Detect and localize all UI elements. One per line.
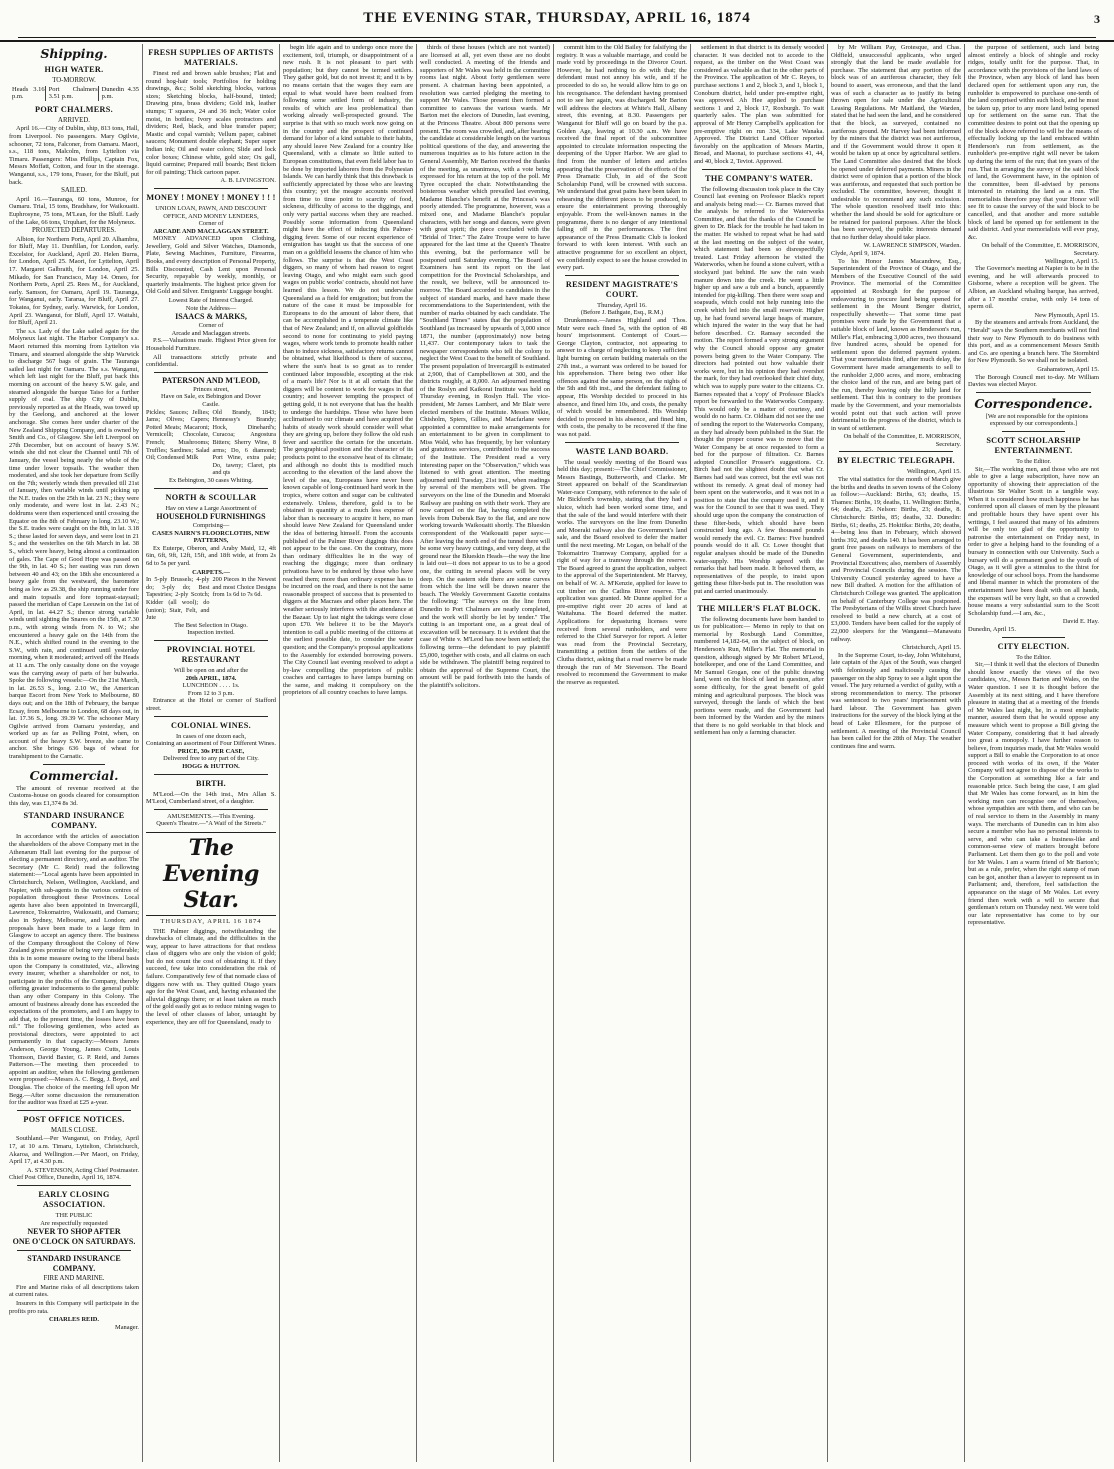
memorial-text: To his Honor James Macandrew, Esq., Superintendent of the Province of Otago, and the Members of the Executive Council of the said Province. The memorial of the Committee appointed at Roxburgh for the purpose of endeavouring to procure land being opened for settlement in the Mount Benger district, respectfully sheweth:— That some time past promises were made by the Government that a suitable block of land, known as Henderson's run, Miller's Flat, embracing 3,000 acres, two thousand five hundred acres, should be opened for settlement upon the deferred payment system. That your memorialists find, after much delay, the Government have made arrangements to sell to the runholder 2,000 acres, and more, embracing the choice land of the run, and are being part of the run, thereby leaving only the hilly land for settlement. That this is contrary to the promises made by the Government, and your memorialists would point out that such action will prove detrimental to the progress of the district, which is in want of settlement. xyxy=(831,257,961,432)
insurers-text: Insurers in this Company will participate in the profits pro rata. xyxy=(9,1299,139,1315)
election-text: Sir,—I think it well that the electors of Dunedin should know exactly the views of the two candidates, viz., Messrs Barton and Wales, on the Water question. I see it is thought before the Assembly at its next sitting, and I have therefore pleasure in stating that at a meeting of the friends of Mr Wales last night, he, in a most emphatic manner, assured them that he would oppose any measure which went to propose a Bill giving the Water Company, considering that it had already too great a monopoly. I have further reason to believe, from inquiries made, that Mr Wales would support a Bill to enable the Corporation to at once proceed with works of its own, if the Water Company will not agree to dispose of the works to the Corporation at something like a fair and reasonable price. Such being the case, I am glad that Mr Wales has come forward, as in him the working men can recognise one of themselves, whose sympathies are with them, and who can be of real service to them in the Assembly in many ways. The merchants of Dunedin can in him also secure a member who has no personal interests to serve, and who can take a business-like and common-sense view of matters brought before Parliament. Let them then go to the poll and vote for Mr Wales. I am a warm friend of Mr Barton's; but as a rule, prefer, when the right stamp of man can be got, another than a lawyer to represent us in Parliament; and, therefore, feel satisfaction the appearance on the stage of Mr Wales. Let every friend then work with a will to secure that gentleman's return on Thursday next. We were told our late representative has come to by our representative. xyxy=(968,661,1099,927)
page-number: 3 xyxy=(1094,12,1100,26)
carpets-label: CARPETS.— xyxy=(192,568,230,576)
corner-of-label: Corner of xyxy=(198,220,224,228)
divider xyxy=(565,442,679,443)
divider xyxy=(43,764,105,765)
luncheon-label: LUNCHEON . . . . 1s. xyxy=(182,682,240,690)
birth-heading: BIRTH. xyxy=(196,778,226,788)
shipping-news: The s.s. Lady of the Lake sailed again for the Molyneux last night. The Harbor Company's s.s. Maori returned this morning from Lyttelton via Timaru, and steamed alongside the ship Warwick to discharge 567 bags of grain. The Tauranga sailed last night for Oamaru. The s.s. Wanganui, which left last night for the Bluff, put back this morning on account of the heavy S.W. gale, and steamed alongside the barque Taiso for a further supply of coal. The ship City of Dublin, previously reported as at the Heads, was towed up by the Geelong, and anchored at the lower anchorage. She comes here under charter of the New Zealand Shipping Company, and is owned by Smith and Co., of Glasgow. She left Liverpool on 27th December, but on account of heavy S.W. winds she did not clear the Channel until 7th of January, the vessel being nearly the whole of the time under lower topsails. The weather then moderated, and she took her departure from Scilly on the 7th; westerly winds then prevailed till 21st of January, then variable winds until picking up the N.E. trades on the 25th in lat. 23 N.; they were only moderate, and were lost in lat. 2.43 N.; doldrums were then experienced until crossing the Equator on the 8th of February in long. 23.10 W.; the S.E. trades were caught on the 8th, in lat. 3.18 S.; these lasted for seven days, and were lost in 21 S.; and the westerlies on the 6th March in lat. 38 S., which were heavy, being almost a continuation of gales. The Cape of Good Hope was passed on the 9th, in lat. 40 S.; her easting was run down between 40 and 43; on the 18th she encountered a heavy gale from the westward, the barometer being as low as 29.38, the ship running under fore and main topsails and fore topmast-staysail; passed the meridian of Cape Leeuwin on the 1st of April, in lat. 44.27 S.; thence strong variable winds until sighting the Snares on the 15th, at 7.30 p.m., with strong winds from N. to W.; she encountered a heavy gale on the 14th from the N.E., which shifted round in the evening to the S.W., with rain, and continued until yesterday morning, when it moderated; arrived off the Heads at 11 a.m. The only casualty done on the voyage was the carrying away of parts of her bulwarks. Spoke the following vessels:—On the 21st March, in lat. 26.53 S., long. 2.10 W., the American barque Escort from New York to Melbourne, 80 days out; and on the 18th of February, the barque Ecsay, from Melbourne to London, 68 days out, in lat. 17.36 S., long. 39.39 W. The schooner Mary Ogilvie arrived from Oamaru yesterday, and worked up as far as Pelling Point, when, on account of the heavy S.W. breeze, she came to anchor. She brings 636 bags of wheat for transhipment to the Carnatic. xyxy=(9,327,139,761)
manager-label: Manager. xyxy=(115,1323,139,1331)
wellington-date: Wellington, April 15. xyxy=(906,468,961,476)
charles-reid: CHARLES REID. xyxy=(48,1316,100,1324)
respectfully-label: Are respectfully requested xyxy=(40,1219,108,1227)
queens-theatre-label: Queen's Theatre.—"A Waif of the Streets." xyxy=(156,820,266,828)
grahamstown-date: Grahamstown, April 15. xyxy=(1037,365,1099,373)
company-water-text: The following discussion took place in the City Council last evening on Professor Black's report and analysis being read:— Cr. Barnes moved that the analysis be referred to the Waterworks Committee, and that the thanks of the Council be given to Dr. Black for the trouble he had taken in the matter. He wished to repeat what he had said at the last meeting on the subject of the water, which statement had been so disrespectfully treated. Last Friday afternoon he visited the Waterworks, when he found a stone culvert, with a stockyard just behind. He saw the rain wash manure down into the creek. He went a little higher up and saw a tub and a bunch, apparently intended for pig-killing. Then there were soap and soapsuds, which could not help running into the creek which led into the small reservoir. Higher up, he had found several large heaps of manure, which injured the water in the way that he had before described. Cr. Ramsay seconded the motion. The report formed a very strong argument why the Council should oppose any greater powers being given to the Water Company. The directors had pointed out how valuable their works were, but in his opinion they had overshot the mark, for they had overlooked their chief duty, which was to supply pure water to the citizens. Cr. Barnes repeated that a 'copy' of Professor Black's report be forwarded to the Waterworks Company. This would only be a matter of courtesy, and would do no harm. Cr. Oldham did not see the use of sending the report to the Waterworks Company, as they had already been published in the Star. He thought the proper course was to move that the Water Company be at once requested to form a bed for the purpose of filtration. Cr. Barnes adopted Councillor Prosser's suggestions. Cr. Birch had not the slightest doubt that what Cr. Barnes had said was correct, but the evil was not without its remedy. A great deal of money had been spent on the waterworks, and it was not in a position to state that the company used it, and it was for the Council to see that it was used. They should urge upon the company the construction of these filter-beds, which should have been constructed long ago. A few thousand pounds would remedy the evil. Cr. Barnes: Five hundred pounds would do it all. Cr. Lowe thought that regular analyses should be made of the Dunedin water-supply. His Worship agreed with the remarks that had been made. It behoved them, as representatives of the people, to insist upon getting these filter-beds put in. The resolution was put and carried unanimously. xyxy=(694,185,824,595)
company-water-heading: THE COMPANY'S WATER. xyxy=(705,173,813,183)
comprising-label: Comprising— xyxy=(192,522,230,530)
nz-telegraph-text: The Governor's meeting at Napier is to be in the evening, and he will afterwards proceed to Gisborne, where a reception will be given. The Albion, an Auckland whaling barque, has arrived, after a 17 months' cruise, with only 14 tons of sperm oil. xyxy=(968,265,1099,311)
column-2 xyxy=(143,44,280,1462)
tide-table xyxy=(9,86,139,101)
divider xyxy=(154,774,268,775)
millers-flat-heading: THE MILLER'S FLAT BLOCK. xyxy=(697,603,821,613)
local-news-continued: commit him to the Old Bailey for falsifying the registry. It was a valuable marriage, and could be made void by proceedings in the Divorce Court. However, he had nothing to do with that; the defendant must not annoy his wife, and if he proceeded to do so, he would allow him to go on his recognisance. The defendant having promised not to see her again, was discharged. Mr Barton will address the electors at White's Hall, Albany street, this evening, at 8.30. Passengers per Wanganui for Bluff will go on board by the p.s. Golden Age, leaving at 10.30 a.m. We have received the final report of the subcommittee appointed to circulate information respecting the deepening of the Upper Harbor. We are glad to find from the number of letters and articles appearing that the preservation of the efforts of the Press Dramatic Club, in aid of the Scott Scholarship Fund, will be crowned with success. We understand that great pains have been taken in rehearsing the different pieces to be produced, to ensure the entertainment proving thoroughly enjoyable. From the well-known names in the programme, there is no danger of any intentional falling off in the performances. The first appearance of the Press Dramatic Club is looked forward to with keen interest. With such an attractive programme for so excellent an object, we confidently expect to see the house crowded in every part. xyxy=(557,44,687,272)
paterson-heading: PATERSON AND M'LEOD, xyxy=(162,375,260,385)
princes-label: Princes street, xyxy=(193,385,229,393)
hogg-hutton-label: HOGG & HUTTON. xyxy=(182,762,240,770)
grahamstown-text: The Borough Council met to-day. Mr William Davies was elected Mayor. xyxy=(968,373,1099,389)
post-office-text: Southland.—Per Wanganui, on Friday, April 17, at 10 a.m. Timaru, Lyttelton, Christchurch, Akaroa, and Wellington.—Per Maori, on Friday, April 17, at 4.30 p.m. xyxy=(9,1135,139,1166)
editorial-dateline: THURSDAY, APRIL 16 1874 xyxy=(160,917,262,925)
divider xyxy=(702,599,816,600)
fire-marine-label: FIRE AND MARINE. xyxy=(43,1275,105,1283)
high-water-heading: HIGH WATER. xyxy=(44,65,104,74)
divider xyxy=(565,275,679,276)
mails-close-label: MAILS CLOSE. xyxy=(50,1126,98,1134)
artists-materials-heading: FRESH SUPPLIES OF ARTISTS MATERIALS. xyxy=(148,48,274,67)
divider xyxy=(154,372,268,373)
arcade-label: ARCADE AND MACLAGGAN STREET. xyxy=(153,227,269,235)
waste-land-continued: settlement in that district is its densely wooded character. It was decided not to accede to the request, as the timber on the West Coast was considered as valuable as that in the other parts of the Province. The application of Mr C. Reyes, to purchase sections 1 and 2, block 3, and 1, block 1, Conoburn district, held under pre-emptive right, was approved. Ah Hee applied to purchase sections 1 and 2, block 17, Roxburgh. To wait quarterly sales. The plan was submitted for approval of Mr Henry Campbell's application for pre-emptive right on run 334, Lake Wanaka. Approved. The District Land Officer reported favorably on the application of Messrs Martin, Broad, and Maonai, to purchase sections 41, 44, and 40, block 2, Teviot. Approved. xyxy=(694,44,824,165)
resident-text: Drunkenness.—James Highland and Thos. Muir were each fined 5s, with the option of 48 hours' imprisonment. Contempt of Court.—George Clayton, contractor, not appearing to answer to a charge of neglecting to keep sufficient light burning on certain building materials on the 27th inst., a warrant was ordered to be issued for his apprehension. There being two other like offences against the same person, on the nights of the 5th and 6th inst., and the defendant failing to appear, His Worship decided to proceed in his absence, and fined him 10s, and costs, the penalty of which would be remembered. His Worship decided to proceed in his absence, and fined him, with costs, the penalty to be recovered if the fine was not paid. xyxy=(557,317,687,438)
millers-flat-continued: by Mr William Pay, Grotesque, and Chas. Oldfield, unsuccessful applicants, who urged strongly that the land be made available for purchase. The statement that any portion of the block was of an auriferous character, they felt bound to assert, was erroneous, and that the land was of such a character as to justify its being thrown open for sale under the Agricultural Leasing Regulations. Mr Maitland, the Warden, stated that he had seen the land, and he considered that the block, as surveyed, contained no auriferous ground. Mr Harvey had been informed by the miners that the district was not auriferous, and if the Government would throw it open it would be taken up at once by agricultural settlers. The Land Committee also desired that the block be opened under deferred payments. Miners in the district were of opinion that a portion of the block was auriferous, and requested that such portion be excluded. The committee, however, thought it undesirable to recommend any such exclusion. The whole question resolved itself into this: whether the land should be sold for agriculture or be retained for pastoral purposes. After the block has been surveyed, the public interests demand that no further delay should take place. xyxy=(831,44,961,241)
lowest-rate-label: Lowest Rate of Interest Charged. xyxy=(168,297,254,305)
standard-ad-heading: STANDARD INSURANCE COMPANY. xyxy=(27,1254,121,1274)
millers-flat-text: The following documents have been handed to us for publication:— Memo in reply to that on memorial by Roxburgh Land Committee, numbered 14,182-64, on the subject of block, on Henderson's Run, Miller's Flat. The memorial in question, although signed by Mr Robert M'Leod, hotelkeeper, and one of the Land Committee, and Mr Samuel Grogan, one of the public drawing land, went on the block of land in question, after some difficulty, for the great benefit of gold mining and agricultural purposes. The block was surveyed, through the lands of which the best portions were made, and the Government had been informed by the Warden and by the miners that there is no gold workable in that block and settlement has only a farming character. xyxy=(694,615,824,737)
ex-bebington-label: Ex Bebington, 30 cases Whiting. xyxy=(168,476,253,484)
from-12-label: From 12 to 3 p.m. xyxy=(187,689,235,697)
containing-label: Containing an assortment of Four Different Wines. xyxy=(146,740,276,748)
column-4 xyxy=(417,44,554,1462)
postmaster-signature: A. STEVENSON, Acting Chief Postmaster. xyxy=(26,1166,139,1174)
never-shop-label: NEVER TO SHOP AFTER xyxy=(27,1227,121,1237)
resident-before: (Before J. Bathgate, Esq., R.M.) xyxy=(580,309,664,317)
column-8 xyxy=(965,44,1102,1462)
column-3 xyxy=(280,44,417,1462)
sailed-text: April 16.—Tauranga, 60 tons, Munroe, for Oamaru. Trial, 15 tons, Bradshaw, for Waikouaiti. Euphrosyne, 75 tons, M'Lean, for the Bluff. Lady of the Lake, 66 tons, Urquhart, for the Molyneux. xyxy=(9,195,139,226)
will-be-open-label: Will be open on and after the xyxy=(173,667,249,674)
to-editor-label: To the Editor. xyxy=(1016,457,1051,465)
nz-telegraph-date: Wellington, April 15. xyxy=(1044,257,1099,265)
colonial-wines-heading: COLONIAL WINES. xyxy=(171,720,251,730)
divider xyxy=(1002,637,1065,638)
divider xyxy=(839,451,953,452)
artist-items: Finest red and brown sable brushes; Flat and round hog-hair tools; Portfolios for holding drawings, &c.; Solid sketching blocks, various sizes; Sketching blocks, half-bound, tinted; Drawing pins, brass dividers; Gold ink, leather stumps; T squares, 24 and 36 inch; Water color moist, in bottles; Ivory scales protractors and dividers; Red, black, and blue transfer paper; Mastic and copal varnish; Vellum paper, cabinet saucers; Monument double elephant; Super super Indian ink; Oil and water colors; Slide and lock color boxes; Chinese white, gold size; Ox gall, liquid carmine; Prepared mill boards; Best ticken for oil painting; Thick cartoon paper. xyxy=(146,70,276,176)
entrance-text: Entrance at the Hotel or corner of Stafford street. xyxy=(146,697,276,712)
electric-text: The vital statistics for the month of March give the births and deaths in seven towns of the Colony as follow:—Auckland: Births, 63; deaths, 15. Thames: Births, 19; deaths, 11. Wellington: Births, 64; deaths, 25. Nelson: Births, 23; deaths, 8. Christchurch: Births, 85; deaths, 32. Dunedin: Births, 61; deaths, 25. Hokitika: Births, 20; deaths, 4—being less than in February, which showed births 392, and deaths 140. It has been arranged to grant free passes on railways to members of the General Government, superintendents, and Provincial Executives; also, members of Assembly and Provincial Councils during the session. The University Council yesterday agreed to have a new Bill drafted. A motion for the affiliation of Christchurch College was granted. The application on behalf of Canterbury College was postponed. The Presbyterians of the Willis street Church have resolved to build a new church, at a cost of £3,000. Tenders have been called for the supply of 22,000 sleepers for the Wanganui—Manawatu railway. xyxy=(831,476,961,643)
livingston-signature: A. B. LIVINGSTON. xyxy=(220,177,276,185)
divider xyxy=(154,488,268,489)
best-selection-label: The Best Selection in Otago. xyxy=(174,621,248,629)
money-heading: MONEY ! MONEY ! MONEY ! ! ! xyxy=(146,192,276,202)
divider xyxy=(154,188,268,189)
sailed-label: SAILED. xyxy=(61,187,87,195)
castle-label: Castle. xyxy=(202,400,220,408)
projected-text: Albion, for Northern Ports, April 20. Alhambra, for Bluff, May 11. Dunfillan, for London, early. Excelsior, for Auckland, April 20. Helen Burns, for London, April 25. Maori, for Lyttelton, April 17. Margaret Galbraith, for London, April 25. Mikado, for San Francisco, May 14. Omeo, for Northern Ports, April 25. Rees M., for Auckland, early. Samson, for Oamaru, April 19. Tauranga, for Wanganui, early. Tararua, for Bluff, April 27. Tokatea, for Sydney, early. Warwick, for London, April 23. Wanganui, for Bluff, April 17. Waitahi, for Bluff, April 21. xyxy=(9,235,139,327)
note-address-label: Note the Address— xyxy=(185,304,237,312)
divider xyxy=(976,392,1091,393)
resident-date: Thursday, April 16. xyxy=(597,301,647,309)
public-label: THE PUBLIC xyxy=(55,1211,93,1219)
standard-text: In accordance with the articles of association the shareholders of the above Company met in the Athenæum Hall last evening for the purpose of electing a permanent directory, and an auditor. The Secretary (Mr C. Reid) read the following statement:—"Local agents have been appointed in Christchurch, Nelson, Wellington, Auckland, and Napier, with sub-agents in the various centres of population throughout these Provinces. Local agents have also been appointed in Invercargill, Lawrence, Tokomairiro, Waikouaiti, and Oamaru; also in Sydney, Melbourne, and London; and proposals have been made to a large firm in Glasgow to accept an agency there. The business of the Company throughout the Colony of New Zealand gives promise of being very considerable; this is in some measure owing to the liberal basis upon the Company is constituted, viz., allowing every insurer, whether a shareholder or not, to participate in the profits of the Company, thereby offering greater inducements to the general public than any other Company in this Colony. The amount of business already done has exceeded the expectations of the promoters, and I am happy to add that, to the present time, the losses have been nil." The following gentlemen, who acted as provisional directors, were appointed to act permanently in that capacity:—Messrs James Anderson, George Young, James Cutts, Louis Thomson, David Baxter, G. P. Reid, and James Patterson.—The meeting then proceeded to appoint an auditor, when the following gentlemen were proposed:—Messrs A. C. Begg, J. Boyd, and Douglas. The choice of the meeting fell upon Mr Begg.—After some discussion the remuneration for the auditor was fixed at £25 a-year. xyxy=(9,833,139,1107)
carpets-list xyxy=(146,576,276,622)
divider xyxy=(1002,431,1065,432)
standard-heading: STANDARD INSURANCE COMPANY. xyxy=(23,811,125,831)
carpets-note: 200 Pieces in the Newest and most Choice Designs from 1s 6d to 7s 6d. xyxy=(212,576,276,599)
divider xyxy=(154,640,268,641)
arcade-label-2: Arcade and Maclaggan streets. xyxy=(171,329,251,337)
memorial-continued: the purpose of settlement, such land being almost entirely a block of shingle and rocky ridges, totally unfit for the purpose. That, in accordance with the provisions of the land laws of the Province, when any block of land has been declared open for settlement upon any run, the runholder is empowered to purchase one-tenth of the land comprised within such block, and he must be taken up, prior to any more land being opened up for settlement on the same run. That the committee desires to point out that the opening up of the block above referred to will be the means of effectually locking up the land embraced within Henderson's run from settlement, as the runholder's pre-emptive right will never be taken up during the term of the run; that ten years of the run. That in arranging the survey of the said block of land, the Government have, in the opinion of the committee, been ill-advised by persons interested in retaining the land as a run. The memorialists therefore pray that your Honor will see fit to cause the survey of the said block to be cancelled, and that another and more suitable block of land be opened up for settlement in the said district. And your memorialists will ever pray, &c. xyxy=(968,44,1099,241)
early-closing-heading: EARLY CLOSING ASSOCIATION. xyxy=(38,1189,110,1209)
birth-text: M'Leod.—On the 14th inst., Mrs Allan S. M'Leod, Cumberland street, of a daughter. xyxy=(146,790,276,806)
editorial-masthead: The Evening Star. xyxy=(146,832,276,916)
christchurch-text: In the Supreme Court, to-day, John Whitehurst, late captain of the Ajax of the South, was charged with feloniously and maliciously causing the passenger on the ship Spray to see a light upon the vessel. The jury returned a verdict of guilty, with a strong recommendation to mercy. The prisoner was sentenced to two years' imprisonment with hard labour. The Government has given instructions for the survey of the block lying at the head of Lake Ellesmere, for the purpose of settlement. A meeting of the Provincial Council has been called for the 28th of May. The weather continues fine and warm. xyxy=(831,651,961,750)
one-oclock-label: ONE O'CLOCK ON SATURDAYS. xyxy=(12,1237,136,1247)
arrived-label: ARRIVED. xyxy=(58,116,90,124)
columns xyxy=(6,44,1108,1462)
wines-list xyxy=(146,409,276,477)
divider xyxy=(154,809,268,810)
isaacs-marks-label: ISAACS & MARKS, xyxy=(175,312,247,322)
tomorrow-label: TO-MORROW. xyxy=(52,77,96,84)
committee-signature: On behalf of the Committee, E. MORRISON, Secretary. xyxy=(843,433,961,448)
strict-text: All transactions strictly private and confidential. xyxy=(146,353,276,369)
column-6 xyxy=(691,44,828,1462)
new-plymouth-text: By the steamers and arrivals from Auckland, the "Herald" says the Southern merchants will not find their way to New Plymouth to do business with this port, and as a commencement Messrs Smith and Co. are opening a branch here. The Stormbird for New Plymouth. So we shall not be isolated. xyxy=(968,319,1099,365)
inspection-label: Inspection invited. xyxy=(187,629,235,637)
editorial-body: begin life again and to undergo once more the excitement, toil, triumph, or disappointment of a new rush. It is not pleasant to part with population; but they cannot be termed settlers. They gather gold, but do not invest it; and it is by no means certain that the wages they earn are equal to what would have been realised from following some settled form of industry, the results of which are less problematical than working already well-prospected ground. The surprise is that with so much work now going on in the country and the prospect of continued demand for labor of a kind suitable to their habits, any should leave New Zealand for a country like Queensland, with a climate so little suited to European constitutions, that even field labor has to be done by imported laborers from the Polynesian Islands. We can hardly think that this drawback is sufficiently appreciated by those who are leaving this country; yet the meagre accounts received from time to time point to scarcity of food, sickness, difficulty of access to the diggings, and only very partial success when they are reached. Possibly some information from Queensland might have the effect of inducing this Palmer-digging fever. Some of our recent experience of emigration has taught us that the success of one man on a goldfield lessens the chance of him who follows. The surprise is that the West Coast diggers, so many of whom had reason to regret leaving Otago, and who might earn such good wages on public works' contracts, should not have learned this lesson. We do not undervalue Queensland as a field for emigration; but from the nature of the case it must be impossible for Europeans to do the amount of labor there, that can be accomplished in a temperate climate like that of New Zealand; and if, on alluvial goldfields second to none for continuing to yield paying wages, where work tends to promote health rather than to induce sickness, satisfactory returns cannot be obtained, what likelihood is there of success, where the sun's heat is so great as to render continued labor impossible, excepting at the risk of a man's life? Nor is it at all certain that the diggers will be content to work for wages in that country; and however tempting the prospect of getting gold, it is not everyone that has the health to undergo the hardships. Those who have been acclimatised to our climate and have acquired the habits of steady work should consider well what they are giving up, before they follow the old rush fever and sacrifice the certain for the uncertain. The geographical position and the character of its products point to the excessive heat of its climate; and although no doubt this is modified much according to the elevation of the land above the level of the sea, Europeans have never been known capable of long-continued hard work in the tropics, where cotton and sugar can be cultivated extensively. Unless, therefore, gold is to be obtained in quantity at a much less expense of labor than is necessary to acquire it here, no man should leave New Zealand for Queensland under the idea of bettering himself. From the accounts published of the Palmer River diggings this does not appear to be the case. On the contrary, more than ordinary difficulties lie in the way of reaching the diggings; more than ordinary privations have to be endured by those who have reached them; more than ordinary expense has to be incurred on the road, and there is not the same reasonable prospect of success that is presented to diggers at the Macraes and other places here. The weather seriously interferes with the attendance at the Bazaar. Up to last night the takings were close upon £70. We believe it to be the Mayor's intention to call a public meeting of the citizens at the earliest possible date, to consider the water question; and the Company's proposal applications to the Assembly for extended borrowing powers. The City Council last evening resolved to adopt a by-law compelling the proprietors of public coaches and carriages to have lamps burning on the same, and making it compulsory on the proprietors of all country coaches to have lamps. xyxy=(283,44,413,697)
city-election-heading: CITY ELECTION. xyxy=(997,641,1070,651)
divider xyxy=(17,1185,131,1186)
corner-of-label-2: Corner of xyxy=(198,322,224,330)
amusements-label: AMUSEMENTS.—This Evening. xyxy=(167,812,255,820)
warden-signature: W. LAWRENCE SIMPSON, Warden. xyxy=(863,242,961,250)
tide-heads: Heads 3.16 p.m. xyxy=(12,85,45,101)
money-text: MONEY ADVANCED upon Clothing, Jewellery, Gold and Silver Watches, Diamonds, Plate, Sewing Machines, Furniture, Firearms, Books, and every description of Personal Property, Bills Discounted, Cash Lent upon Personal Security, repayable by weekly, monthly, or quarterly instalments. The highest price given for Old Gold and Silver. Emigrants' Luggage bought. xyxy=(146,235,276,296)
column-1 xyxy=(6,44,143,1462)
twentieth-label: 20th APRIL, 1874. xyxy=(185,674,237,682)
floorcloth-text: Ex Euterpe, Oberon, and Araby Maid, 12, 4ft 6in, 6ft, 9ft, 12ft, 15ft, and 18ft wide, at from 2s 6d to 5s per yard. xyxy=(146,544,276,568)
column-5 xyxy=(554,44,691,1462)
commercial-text: The amount of revenue received at the Customs-house on goods cleared for consumption this day, was £1,374 8s 3d. xyxy=(9,784,139,807)
divider xyxy=(702,169,816,170)
projected-label: PROJECTED DEPARTURES. xyxy=(32,227,116,235)
post-office-heading: POST OFFICE NOTICES. xyxy=(23,1114,125,1124)
local-news-body: thirds of these houses (which are not wanted) are licensed at all, yet even these are no doubt well conducted. A meeting of the friends and supporters of Mr Wales was held in the committee rooms last night. About forty gentlemen were present. A chairman having been appointed, a resolution was carried pledging the meeting to support Mr Wales. Those present then formed a committee to canvass the various wards. Mr Barton met the electors of Dunedin, last evening, at the Princess Theatre. About 800 persons were present. The room was crowded, and, after hearing the candidate at considerable length on the various political questions of the day, and answering the numerous inquiries as to his future action in the General Assembly, Mr Barton received the thanks of the meeting, as unanimous, with a vote being expressed for his return at the top of the poll. Mr Tyree occupied the chair. Notwithstanding the boisterous weather which prevailed last evening, Madame Blanche's benefit at the Princess's was poorly attended. The programme, however, was a mixed one, and Madame Blanche's popular characters, with her songs and dances, were given with great spirit; the piece concluded with the "Bridal of Trier." The Zaïre Troupe were to have appeared for the last time at the Queen's Theatre this evening, but the performance will be postponed until Saturday evening. The Board of Examiners has sent its report on the last competition for the Provincial Scholarships, and the result, we believe, will be announced to-morrow. The Board accorded to candidates in the subject of standard marks, and have made these recommendations to the Superintendent, with the number of marks obtained by each candidate. The "Southland Times" states that the population of Southland (as increased by upwards of 3,000 since 1871, the number (approximately) now being 11,437. Our contemporary takes to task the newspaper correspondents who tell the colony to neglect the West Coast to the benefit of Southland. The present population of Invercargill is estimated at 2,900, that of Campbelltown at 300, and the districts roughly, at 8,000. An adjourned meeting of the Roslyn and Kaikorai Institute was held on Thursday evening, in Roslyn Hall. The vice-president, Mr James Lambert, and Mr Blair were elected members of the Institute. Messrs Wilkie, Chisholm, Spiers, Gillies, and Macfarlane were appointed a committee to make arrangements for an entertainment to be given in compliment to Miss Wald, who has frequently, by her voluntary and gratuitous services, contributed to the success of the Institute. The President read a very interesting paper on the "Observation," which was listened to with great attention. The meeting adjourned until Tuesday, 21st inst., when readings by several of the members will be given. The surveyors on the line of the Dunedin and Moeraki Railway are pushing on with their work. They are now camped on the flat, having completed the levels from Duberak Bay to the flat, and are now working towards Waikouaiti shortly. The Blueskin correspondent of the Waikouaiti paper says:—After leaving the north end of the tunnel there will be some very heavy cuttings, and very deep, at the ground near the Blueskin Heads—the way the line is laid out—it does not appear to us to be a good one, the cutting in several places will be very deep. On the eastern side there are some curves from which the line will be drawn nearer the beach. The Weekly Government Gazette contains the following: "The surveys on the line from Dunedin to Port Chalmers are nearly completed, and the work will shortly be let by tender." The cutting is an important one, as a great deal of excavation will be necessary. It is evident that the case of White v. M'Leod has now been settled; the following terms—the defendant to pay plaintiff £5,000, together with costs, and all claims on each side be withdrawn. The plaintiff being required to obtain the approval of the Supreme Court, the amount will be paid forthwith into the hands of the plaintiff's solicitors. xyxy=(420,44,550,689)
tide-chalmers: Port Chalmers 3.51 p.m. xyxy=(45,86,98,101)
editorial-start: THE Palmer diggings, notwithstanding the drawbacks of climate, and the difficulties in the way, appear to have attractions for that restless class of diggers who are only the vision of gold; but do not count the cost of obtaining it. If they succeed, few take into consideration the risk of failure. Comparatively few of that nomade class of diggers now with us. They quitted Otago years ago for the West Coast, and, having exhausted the alluvial diggings there; or at least taken as much of the gold easily got as to reduce mining wages to the level of other classes of labor, untaught by experience, they are off for Queensland, ready to xyxy=(146,927,276,1026)
scott-scholarship-heading: SCOTT SCHOLARSHIP ENTERTAINMENT. xyxy=(986,435,1081,455)
shipping-heading: Shipping. xyxy=(40,46,108,61)
waste-land-text: The usual weekly meeting of the Board was held this day; present:—The Chief Commissioner, Messrs Bastings, Butterworth, and Clarke. Mr Street appeared on behalf of the Scandinavian Water-race Company, with reference to the sale of Mr Bickford's township, stating that they had a sluice, which had been worked some time, and that the sale of the land would interfere with their works. The surveyors on the line from Dunedin and Moeraki railway also the Government's land sale, and the Board resolved to defer the matter until the next meeting. Mr Logan, on behalf of the Tokomairiro Tramway Company, applied for a right of way for a tramway through the reserve. The Board agreed to grant the application, subject to the approval of the Superintendent. Mr Harvey, on behalf of W. A. M'Kenzie, applied for leave to cut timber on the Catlins River reserve. The application was granted. Mr Dunne applied for a pre-emptive right over 20 acres of land at Waitahuna. The Board deferred the matter. Applications for depasturing licenses were received from several runholders, and were referred to the Chief Surveyor for report. A letter was read from the Provincial Secretary, transmitting a petition from the settlers of the Clutha district, asking that a road reserve be made through the run of Mr Stevenson. The Board resolved to recommend the Government to make the reserve as requested. xyxy=(557,458,687,686)
correspondence-heading: Correspondence. xyxy=(974,395,1093,411)
divider xyxy=(17,1110,131,1111)
clyde-date: Clyde, April 9, 1874. xyxy=(831,250,885,258)
committee-signature-2: On behalf of the Committee, E. MORRISON, Secretary. xyxy=(981,242,1099,258)
fire-text: Fire and Marine risks of all descriptions taken at current rates. xyxy=(9,1283,139,1299)
column-7 xyxy=(828,44,965,1462)
valuations-text: P.S.—Valuations made. Highest Price given for Household Furniture. xyxy=(146,337,276,352)
divider xyxy=(17,1250,131,1251)
have-on-sale-label: Have on Sale, ex Bebington and Dover xyxy=(161,393,261,401)
masthead-rule xyxy=(18,37,1096,38)
scott-text: Sir,—The working men, and those who are not able to give a large subscription, have now an opportunity of showing their appreciation of the illustrious Sir Walter Scott in a tangible way. When it is considered how much happiness he has conferred upon all classes of men by the pleasant and profitable hours they have spent over his writings, I feel assured that many of his admirers will be only too glad of the opportunity to patronise the entertainment on Friday next, in order to give a helping hand to the founding of a bursary in connection with our University. Such a bursary will do a permanent good to the youth of Otago, as it will give a stimulus to the thirst for knowledge of our school boys. From the handsome and liberal manner in which the promoters of the entertainment have been dealt with on all hands, the expenses will be very light, so that a crowded house means a very substantial sum to the Scott Scholarship fund.—I am, &c., xyxy=(968,465,1099,617)
arrived-text: April 16.—City of Dublin, ship, 813 tons, Hall, from Liverpool. No passengers. Mary Ogilvie, schooner, 72 tons, Falconer, from Oamaru. Maori, s.s., 118 tons, Malcolm, from Lyttelton via Timaru. Passengers: Miss Phillips, Captain Fox, Messrs Moffatt, Cotton, and four in the steerage. Wanganui, s.s., 179 tons, Fraser, for the Bluff, put back. xyxy=(9,125,139,186)
price-case-label: PRICE, 30s PER CASE, xyxy=(177,747,245,755)
provincial-heading: PROVINCIAL HOTEL RESTAURANT xyxy=(166,645,256,664)
wines-left: Pickles; Sauces; Jellies; Jams; Olives; Capers; Potted Meats; Macaroni; Vermicelli; Chocolate, French; Mushrooms; Truffles; Sardines; Salad Oil; Condensed Milk xyxy=(146,408,210,462)
divider xyxy=(154,716,268,717)
new-plymouth-date: New Plymouth, April 15. xyxy=(1034,311,1099,319)
nairns-label: CASES NAIRN'S FLOORCLOTHS, NEW PATTERNS, xyxy=(152,529,270,545)
tide-dunedin: Dunedin 4.35 p.m. xyxy=(98,86,139,101)
household-heading: HOUSEHOLD FURNISHINGS xyxy=(156,512,266,522)
union-loan-label: UNION LOAN, PAWN, AND DISCOUNT OFFICE, AND MONEY LENDERS, xyxy=(155,204,267,220)
hav-view-label: Hav on view a Large Assortment of xyxy=(165,504,257,512)
carpets-text: In 5-ply Brussels; 4-ply do; 3-ply do; Best Tapestries; 2-ply Scotch; Kidder (all wool); do (union); Stair, Felt, and Jute xyxy=(146,576,210,622)
north-scoullar-heading: NORTH & SCOULLAR xyxy=(165,492,257,502)
wines-right: Old Brandy, 1843; Hennessy's Brandy; Hock, Dinehard's; Curacoa; Angostura Bitters; Sherry Wine, 8 arms; Do, 6 diamond; Port Wine, extra pale; Do, tawny; Claret, pts and qts xyxy=(212,408,276,477)
correspondence-note: [We are not responsible for the opinions expressed by our correspondents.] xyxy=(985,412,1089,428)
christchurch-date: Christchurch, April 15. xyxy=(902,644,961,652)
to-editor-label-2: To the Editor. xyxy=(1016,653,1051,661)
commercial-heading: Commercial. xyxy=(29,767,119,783)
port-chalmers-heading: PORT CHALMERS. xyxy=(35,104,113,114)
scott-signature: David E. Hay. xyxy=(1062,618,1099,626)
newspaper-title: THE EVENING STAR, THURSDAY, APRIL 16, 1874 xyxy=(363,10,751,26)
waste-land-heading: WASTE LAND BOARD. xyxy=(575,446,669,456)
resident-court-heading: RESIDENT MAGISTRATE'S COURT. xyxy=(565,279,679,299)
delivered-label: Delivered free to any part of the City. xyxy=(163,755,259,763)
post-office-date: Chief Post Office, Dunedin, April 16, 1874. xyxy=(9,1174,121,1182)
dunedin-date: Dunedin, April 15. xyxy=(968,625,1016,633)
electric-telegraph-heading: BY ELECTRIC TELEGRAPH. xyxy=(837,456,955,466)
masthead xyxy=(0,0,1114,42)
in-cases-label: In cases of one dozen each, xyxy=(176,732,246,740)
